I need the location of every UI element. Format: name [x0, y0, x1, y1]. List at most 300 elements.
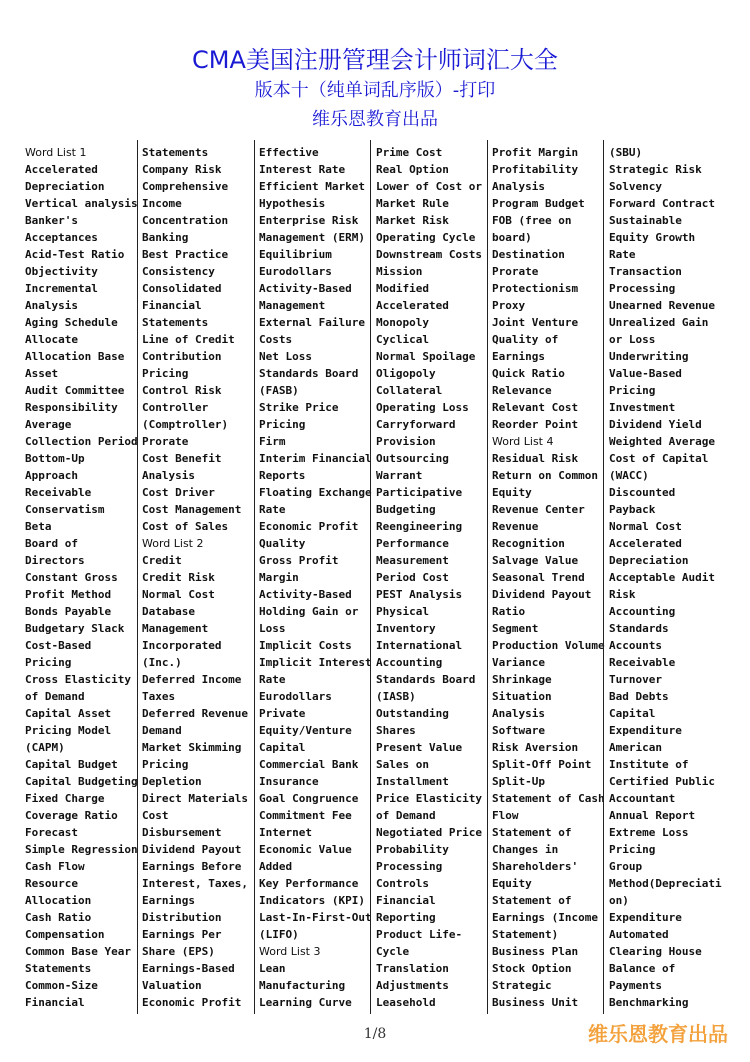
vocabulary-term: Method(Depreciati [609, 877, 722, 890]
vocabulary-term: Warrant [376, 469, 423, 482]
vocabulary-term: (IASB) [376, 690, 416, 703]
vocabulary-term: Asset [25, 367, 59, 380]
vocabulary-term: Controls [376, 877, 429, 890]
vocabulary-term: Collection Period [25, 435, 138, 448]
publisher-line: 维乐恩教育出品 [312, 109, 438, 130]
vocabulary-term: Statements [142, 146, 209, 159]
vocabulary-term: Reporting [376, 911, 436, 924]
vocabulary-term: Net Loss [259, 350, 312, 363]
vocabulary-term: Responsibility [25, 401, 118, 414]
vocabulary-term: Monopoly [376, 316, 429, 329]
vocabulary-term: Expenditure [609, 911, 682, 924]
vocabulary-term: Economic Profit [259, 520, 359, 533]
vocabulary-term: Economic Profit [142, 996, 242, 1009]
vocabulary-term: (SBU) [609, 146, 643, 159]
vocabulary-term: Group [609, 860, 643, 873]
vocabulary-term: Turnover [609, 673, 662, 686]
vocabulary-term: Normal Cost [609, 520, 682, 533]
vocabulary-term: Standards [609, 622, 669, 635]
vocabulary-term: Protectionism [492, 282, 579, 295]
vocabulary-term: Standards Board [259, 367, 359, 380]
vocabulary-term: Bottom-Up [25, 452, 85, 465]
document-subtitle: 版本十（纯单词乱序版）-打印 [254, 80, 496, 101]
vocabulary-term: Eurodollars [259, 265, 332, 278]
vocabulary-term: Resource [25, 877, 78, 890]
vocabulary-term: Accelerated [376, 299, 449, 312]
vocabulary-term: Accountant [609, 792, 676, 805]
vocabulary-term: Quality of [492, 333, 559, 346]
vocabulary-term: Receivable [609, 656, 676, 669]
vocabulary-term: Payback [609, 503, 656, 516]
vocabulary-term: Analysis [142, 469, 195, 482]
vocabulary-term: External Failure [259, 316, 365, 329]
vocabulary-term: Accounting [609, 605, 676, 618]
vocabulary-term: Capital [609, 707, 656, 720]
vocabulary-term: Learning Curve [259, 996, 352, 1009]
vocabulary-term: Residual Risk [492, 452, 579, 465]
vocabulary-term: Cash Ratio [25, 911, 92, 924]
column-divider [370, 140, 371, 1014]
vocabulary-term: Revenue Center [492, 503, 585, 516]
vocabulary-term: on) [609, 894, 629, 907]
vocabulary-term: Implicit Interest [259, 656, 372, 669]
vocabulary-term: Clearing House [609, 945, 702, 958]
vocabulary-term: Aging Schedule [25, 316, 118, 329]
vocabulary-term: Loss [259, 622, 286, 635]
vocabulary-term: Strategic [492, 979, 552, 992]
vocabulary-term: Unearned Revenue [609, 299, 715, 312]
vocabulary-term: Contribution [142, 350, 222, 363]
vocabulary-term: Situation [492, 690, 552, 703]
vocabulary-term: Quick Ratio [492, 367, 565, 380]
vocabulary-term: Risk [609, 588, 636, 601]
vocabulary-term: Budgetary Slack [25, 622, 125, 635]
vocabulary-term: Profit Margin [492, 146, 579, 159]
vocabulary-term: Cross Elasticity [25, 673, 131, 686]
vocabulary-term: Activity-Based [259, 588, 352, 601]
vocabulary-term: Accelerated [25, 163, 98, 176]
vocabulary-term: Credit Risk [142, 571, 215, 584]
vocabulary-term: Recognition [492, 537, 565, 550]
vocabulary-term: Private [259, 707, 306, 720]
vocabulary-term: Capital [259, 741, 306, 754]
vocabulary-term: Strike Price [259, 401, 339, 414]
vocabulary-term: Prorate [492, 265, 539, 278]
vocabulary-term: Allocation [25, 894, 92, 907]
vocabulary-term: Program Budget [492, 197, 585, 210]
vocabulary-term: Distribution [142, 911, 222, 924]
vocabulary-term: Underwriting [609, 350, 689, 363]
vocabulary-term: Allocation Base [25, 350, 125, 363]
vocabulary-term: Bonds Payable [25, 605, 112, 618]
vocabulary-term: Measurement [376, 554, 449, 567]
vocabulary-term: Equity [492, 486, 532, 499]
word-column-6 [609, 144, 721, 1014]
vocabulary-term: Operating Cycle [376, 231, 476, 244]
vocabulary-term: Production Volume [492, 639, 605, 652]
vocabulary-term: Dividend Payout [142, 843, 242, 856]
vocabulary-term: PEST Analysis [376, 588, 463, 601]
vocabulary-term: or Loss [609, 333, 656, 346]
vocabulary-term: Firm [259, 435, 286, 448]
vocabulary-term: Earnings Per [142, 928, 222, 941]
vocabulary-term: Sales on [376, 758, 429, 771]
vocabulary-term: Internet [259, 826, 312, 839]
vocabulary-term: Constant Gross [25, 571, 118, 584]
vocabulary-term: Forward Contract [609, 197, 715, 210]
vocabulary-term: Normal Spoilage [376, 350, 476, 363]
vocabulary-term: Physical [376, 605, 429, 618]
vocabulary-term: Cost Benefit [142, 452, 222, 465]
vocabulary-term: Shares [376, 724, 416, 737]
vocabulary-term: Installment [376, 775, 449, 788]
vocabulary-term: Modified [376, 282, 429, 295]
vocabulary-term: Carryforward [376, 418, 456, 431]
vocabulary-term: Reports [259, 469, 306, 482]
vocabulary-term: Performance [376, 537, 449, 550]
vocabulary-term: Economic Value [259, 843, 352, 856]
vocabulary-term: Pricing Model [25, 724, 112, 737]
vocabulary-term: Key Performance [259, 877, 359, 890]
vocabulary-term: Management (ERM) [259, 231, 365, 244]
vocabulary-term: Approach [25, 469, 78, 482]
vocabulary-term: Vertical analysis [25, 197, 138, 210]
vocabulary-term: Insurance [259, 775, 319, 788]
vocabulary-term: Risk Aversion [492, 741, 579, 754]
vocabulary-term: Management [259, 299, 326, 312]
vocabulary-term: Interest, Taxes, [142, 877, 248, 890]
vocabulary-term: Credit [142, 554, 182, 567]
vocabulary-term: Outstanding [376, 707, 449, 720]
vocabulary-term: Allocate [25, 333, 78, 346]
vocabulary-term: Segment [492, 622, 539, 635]
vocabulary-term: Line of Credit [142, 333, 235, 346]
word-list-heading: Word List 3 [259, 945, 321, 958]
vocabulary-term: Control Risk [142, 384, 222, 397]
vocabulary-term: Pricing [25, 656, 72, 669]
vocabulary-term: (CAPM) [25, 741, 65, 754]
vocabulary-term: Earnings-Based [142, 962, 235, 975]
vocabulary-term: Incremental [25, 282, 98, 295]
vocabulary-term: Cost Driver [142, 486, 215, 499]
vocabulary-term: Costs [259, 333, 293, 346]
vocabulary-term: Interim Financial [259, 452, 372, 465]
vocabulary-term: Strategic Risk [609, 163, 702, 176]
vocabulary-term: Operating Loss [376, 401, 469, 414]
vocabulary-term: Relevant Cost [492, 401, 579, 414]
vocabulary-term: Accounting [376, 656, 443, 669]
vocabulary-term: Bad Debts [609, 690, 669, 703]
vocabulary-term: Business Plan [492, 945, 579, 958]
vocabulary-term: Audit Committee [25, 384, 125, 397]
vocabulary-term: Manufacturing [259, 979, 346, 992]
vocabulary-term: Market Skimming [142, 741, 242, 754]
vocabulary-term: Consolidated [142, 282, 222, 295]
vocabulary-term: Profit Method [25, 588, 112, 601]
vocabulary-term: Common Base Year [25, 945, 131, 958]
vocabulary-term: Dividend Payout [492, 588, 592, 601]
vocabulary-term: Processing [376, 860, 443, 873]
column-divider [603, 140, 604, 1014]
vocabulary-term: Pricing [259, 418, 306, 431]
vocabulary-term: Valuation [142, 979, 202, 992]
vocabulary-term: Indicators (KPI) [259, 894, 365, 907]
vocabulary-term: Implicit Costs [259, 639, 352, 652]
vocabulary-term: Automated [609, 928, 669, 941]
vocabulary-term: Product Life- [376, 928, 463, 941]
vocabulary-term: Lower of Cost or [376, 180, 482, 193]
vocabulary-term: (Comptroller) [142, 418, 229, 431]
vocabulary-term: Discounted [609, 486, 676, 499]
vocabulary-term: Translation [376, 962, 449, 975]
vocabulary-term: Activity-Based [259, 282, 352, 295]
vocabulary-term: (LIFO) [259, 928, 299, 941]
vocabulary-term: Variance [492, 656, 545, 669]
vocabulary-term: Banker's [25, 214, 78, 227]
vocabulary-term: Depreciation [25, 180, 105, 193]
vocabulary-term: Equity Growth [609, 231, 696, 244]
vocabulary-term: Provision [376, 435, 436, 448]
vocabulary-term: Certified Public [609, 775, 715, 788]
vocabulary-term: Income [142, 197, 182, 210]
vocabulary-term: Present Value [376, 741, 463, 754]
vocabulary-term: Return on Common [492, 469, 598, 482]
vocabulary-term: Equilibrium [259, 248, 332, 261]
vocabulary-term: Coverage Ratio [25, 809, 118, 822]
vocabulary-term: Investment [609, 401, 676, 414]
vocabulary-term: Split-Up [492, 775, 545, 788]
vocabulary-term: Normal Cost [142, 588, 215, 601]
column-divider [487, 140, 488, 1014]
vocabulary-term: Business Unit [492, 996, 579, 1009]
vocabulary-term: Simple Regression [25, 843, 138, 856]
vocabulary-term: Oligopoly [376, 367, 436, 380]
vocabulary-term: Downstream Costs [376, 248, 482, 261]
word-column-3 [259, 144, 371, 1014]
vocabulary-term: (Inc.) [142, 656, 182, 669]
vocabulary-term: of Demand [25, 690, 85, 703]
vocabulary-term: Standards Board [376, 673, 476, 686]
vocabulary-term: Transaction [609, 265, 682, 278]
vocabulary-term: Deferred Revenue [142, 707, 248, 720]
vocabulary-term: Management [142, 622, 209, 635]
vocabulary-term: Cost Management [142, 503, 242, 516]
vocabulary-term: Profitability [492, 163, 579, 176]
vocabulary-term: Cyclical [376, 333, 429, 346]
vocabulary-term: Hypothesis [259, 197, 326, 210]
vocabulary-term: Last-In-First-Out [259, 911, 372, 924]
vocabulary-term: Analysis [492, 180, 545, 193]
vocabulary-term: Proxy [492, 299, 526, 312]
vocabulary-term: Taxes [142, 690, 176, 703]
word-column-5 [492, 144, 604, 1014]
vocabulary-term: Depreciation [609, 554, 689, 567]
vocabulary-term: Budgeting [376, 503, 436, 516]
vocabulary-term: Processing [609, 282, 676, 295]
vocabulary-term: Financial [376, 894, 436, 907]
vocabulary-term: Margin [259, 571, 299, 584]
vocabulary-term: Prorate [142, 435, 189, 448]
vocabulary-term: Analysis [492, 707, 545, 720]
vocabulary-term: board) [492, 231, 532, 244]
vocabulary-term: Leasehold [376, 996, 436, 1009]
vocabulary-term: Analysis [25, 299, 78, 312]
vocabulary-term: Consistency [142, 265, 215, 278]
vocabulary-term: Inventory [376, 622, 436, 635]
vocabulary-term: Cash Flow [25, 860, 85, 873]
vocabulary-term: Enterprise Risk [259, 214, 359, 227]
vocabulary-term: Joint Venture [492, 316, 579, 329]
vocabulary-term: Dividend Yield [609, 418, 702, 431]
vocabulary-term: Commercial Bank [259, 758, 359, 771]
vocabulary-term: Acid-Test Ratio [25, 248, 125, 261]
vocabulary-term: Mission [376, 265, 423, 278]
vocabulary-term: (FASB) [259, 384, 299, 397]
vocabulary-term: Revenue [492, 520, 539, 533]
vocabulary-term: Statement) [492, 928, 559, 941]
vocabulary-term: Period Cost [376, 571, 449, 584]
vocabulary-term: International [376, 639, 463, 652]
vocabulary-term: Comprehensive [142, 180, 229, 193]
vocabulary-term: Reengineering [376, 520, 463, 533]
column-divider [254, 140, 255, 1014]
vocabulary-term: of Demand [376, 809, 436, 822]
vocabulary-term: Shareholders' [492, 860, 579, 873]
vocabulary-term: Rate [609, 248, 636, 261]
vocabulary-term: Split-Off Point [492, 758, 592, 771]
vocabulary-term: Rate [259, 673, 286, 686]
vocabulary-term: Average [25, 418, 72, 431]
column-divider [137, 140, 138, 1014]
vocabulary-term: Destination [492, 248, 565, 261]
vocabulary-term: Accounts [609, 639, 662, 652]
vocabulary-term: Rate [259, 503, 286, 516]
vocabulary-term: Weighted Average [609, 435, 715, 448]
vocabulary-term: Cost [142, 809, 169, 822]
vocabulary-term: Expenditure [609, 724, 682, 737]
vocabulary-term: Ratio [492, 605, 526, 618]
vocabulary-term: (WACC) [609, 469, 649, 482]
watermark-logo: 维乐恩教育出品 [588, 1022, 728, 1046]
vocabulary-term: Pricing [142, 758, 189, 771]
vocabulary-term: Objectivity [25, 265, 98, 278]
vocabulary-term: Database [142, 605, 195, 618]
vocabulary-term: Financial [25, 996, 85, 1009]
vocabulary-term: Software [492, 724, 545, 737]
vocabulary-term: Goal Congruence [259, 792, 359, 805]
vocabulary-term: Statements [25, 962, 92, 975]
vocabulary-term: Benchmarking [609, 996, 689, 1009]
word-list-heading: Word List 1 [25, 146, 87, 159]
vocabulary-term: Unrealized Gain [609, 316, 709, 329]
vocabulary-term: Participative [376, 486, 463, 499]
vocabulary-term: Salvage Value [492, 554, 579, 567]
vocabulary-term: Common-Size [25, 979, 98, 992]
vocabulary-term: Board of [25, 537, 78, 550]
vocabulary-term: Receivable [25, 486, 92, 499]
vocabulary-term: Statement of [492, 826, 572, 839]
vocabulary-term: Cost-Based [25, 639, 92, 652]
vocabulary-term: Disbursement [142, 826, 222, 839]
vocabulary-term: Directors [25, 554, 85, 567]
vocabulary-term: Fixed Charge [25, 792, 105, 805]
vocabulary-term: Depletion [142, 775, 202, 788]
vocabulary-term: Relevance [492, 384, 552, 397]
vocabulary-term: Earnings Before [142, 860, 242, 873]
vocabulary-term: Changes in [492, 843, 559, 856]
vocabulary-term: Accelerated [609, 537, 682, 550]
document-title: CMA美国注册管理会计师词汇大全 [192, 46, 558, 74]
vocabulary-term: Banking [142, 231, 189, 244]
vocabulary-term: Pricing [609, 843, 656, 856]
vocabulary-term: Acceptances [25, 231, 98, 244]
vocabulary-term: Added [259, 860, 293, 873]
vocabulary-term: Market Risk [376, 214, 449, 227]
vocabulary-term: Price Elasticity [376, 792, 482, 805]
vocabulary-term: Lean [259, 962, 286, 975]
vocabulary-term: Earnings [492, 350, 545, 363]
vocabulary-term: Statements [142, 316, 209, 329]
vocabulary-term: Demand [142, 724, 182, 737]
vocabulary-term: Deferred Income [142, 673, 242, 686]
vocabulary-term: Beta [25, 520, 52, 533]
vocabulary-term: Gross Profit [259, 554, 339, 567]
vocabulary-term: Adjustments [376, 979, 449, 992]
vocabulary-term: Statement of Cash [492, 792, 605, 805]
vocabulary-term: Sustainable [609, 214, 682, 227]
vocabulary-term: Cycle [376, 945, 410, 958]
vocabulary-term: Market Rule [376, 197, 449, 210]
vocabulary-term: Outsourcing [376, 452, 449, 465]
vocabulary-term: Financial [142, 299, 202, 312]
vocabulary-term: Effective [259, 146, 319, 159]
word-column-2 [142, 144, 254, 1014]
vocabulary-term: Reorder Point [492, 418, 579, 431]
vocabulary-term: Extreme Loss [609, 826, 689, 839]
vocabulary-term: Annual Report [609, 809, 696, 822]
vocabulary-term: Statement of [492, 894, 572, 907]
vocabulary-term: Acceptable Audit [609, 571, 715, 584]
vocabulary-term: Earnings [142, 894, 195, 907]
vocabulary-term: Equity/Venture [259, 724, 352, 737]
vocabulary-term: Solvency [609, 180, 662, 193]
vocabulary-term: Prime Cost [376, 146, 443, 159]
vocabulary-term: Quality [259, 537, 306, 550]
vocabulary-term: Payments [609, 979, 662, 992]
vocabulary-term: Compensation [25, 928, 105, 941]
vocabulary-term: Value-Based [609, 367, 682, 380]
vocabulary-term: Floating Exchange [259, 486, 372, 499]
vocabulary-term: Interest Rate [259, 163, 346, 176]
vocabulary-term: Incorporated [142, 639, 222, 652]
vocabulary-term: Concentration [142, 214, 229, 227]
vocabulary-term: Direct Materials [142, 792, 248, 805]
vocabulary-term: Commitment Fee [259, 809, 352, 822]
vocabulary-term: Conservatism [25, 503, 105, 516]
vocabulary-term: Controller [142, 401, 209, 414]
vocabulary-term: Flow [492, 809, 519, 822]
vocabulary-term: Efficient Market [259, 180, 365, 193]
word-column-1 [25, 144, 137, 1014]
vocabulary-term: Collateral [376, 384, 443, 397]
vocabulary-term: Eurodollars [259, 690, 332, 703]
vocabulary-term: Cost of Sales [142, 520, 229, 533]
vocabulary-term: American [609, 741, 662, 754]
word-list-heading: Word List 2 [142, 537, 204, 550]
vocabulary-term: Negotiated Price [376, 826, 482, 839]
vocabulary-term: Probability [376, 843, 449, 856]
vocabulary-term: Holding Gain or [259, 605, 359, 618]
